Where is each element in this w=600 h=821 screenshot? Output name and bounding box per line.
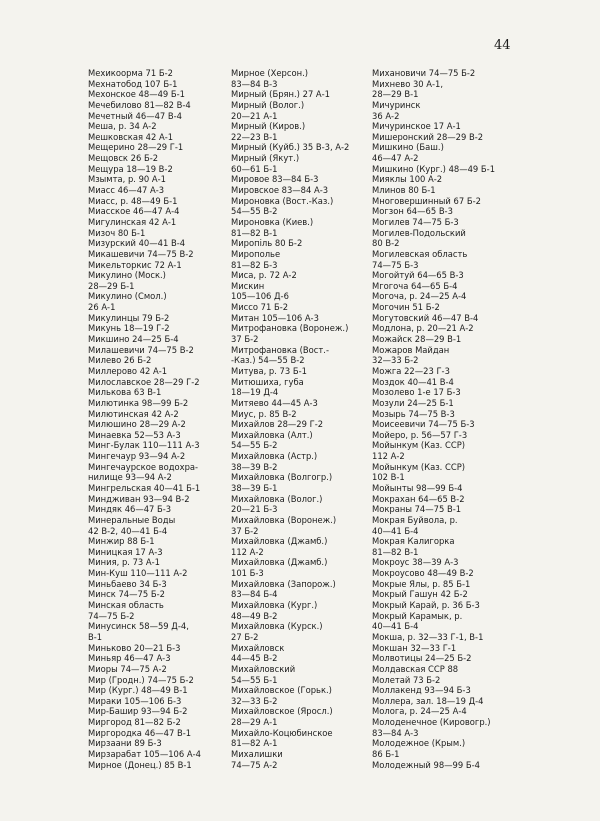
index-entry-line: Минг-Булак 110—111 А-3 [88,440,200,451]
index-entry-line: 20—21 Б-3 [231,504,278,515]
index-entry-line: Мокрый Гашун 42 Б-2 [372,589,468,600]
index-entry-line: Мечебилово 81—82 В-4 [88,99,191,110]
index-entry-line: 38—39 Б-1 [231,482,278,493]
index-entry-line: 102 В-1 [372,472,405,483]
index-entry-line: Мир (Гродн.) 74—75 Б-2 [88,674,194,685]
index-entry-line: Микулино (Моск.) [88,270,166,281]
index-entry-line: Миропіль 80 Б-2 [231,238,303,249]
index-entry-line: Михайловка (Волог.) [231,493,323,504]
index-entry-line: 54—55 Б-1 [231,674,278,685]
index-entry-line: Митяево 44—45 А-3 [231,397,318,408]
index-entry-line: Молдавская ССР 88 [372,663,459,674]
index-entry-line: Михнево 30 А-1, [372,78,444,89]
index-entry-line: 81—82 В-1 [231,227,278,238]
index-entry-line: 37 Б-2 [231,334,259,345]
index-entry-line: Минеральные Воды [88,514,176,525]
index-entry-line: Могойтуй 64—65 В-3 [372,270,464,281]
index-entry-line: 22—23 В-1 [231,131,278,142]
index-entry-line: Мировое 83—84 Б-3 [231,174,319,185]
index-entry-line: Мокша, р. 32—33 Г-1, В-1 [372,631,484,642]
index-entry-line: Мокроусово 48—49 В-2 [372,568,474,579]
index-entry-line: Микельторкис 72 А-1 [88,259,182,270]
index-entry-line: Мизурский 40—41 В-4 [88,238,186,249]
index-entry-line: Михайловское (Яросл.) [231,706,333,717]
index-entry-line: Молвотицы 24—25 Б-2 [372,653,472,664]
index-entry-line: Михайловское (Горьк.) [231,685,332,696]
index-entry-line: Мойынкум (Каз. ССР) [372,461,466,472]
index-entry-line: Мир-Башир 93—94 Б-2 [88,706,188,717]
index-entry-line: Минск 74—75 Б-2 [88,589,165,600]
index-entry-line: Можайск 28—29 В-1 [372,334,462,345]
index-entry-line: Мозолево 1-е 17 Б-3 [372,387,461,398]
index-entry-line: Мин-Куш 110—111 А-2 [88,568,188,579]
index-entry-line: Мичуринск [372,99,421,110]
index-entry-line: 44—45 В-2 [231,653,278,664]
index-entry-line: Милюшино 28—29 А-2 [88,419,186,430]
index-entry-line: Михайловка (Кург.) [231,600,318,611]
index-entry-line: Михайло-Коцюбинское [231,727,333,738]
index-entry-line: Мехонское 48—49 Б-1 [88,89,185,100]
index-entry-line: Митюшиха, губа [231,376,304,387]
index-entry-line: Мехикоорма 71 Б-2 [88,68,173,78]
index-entry-line: Михайловка (Джамб.) [231,536,328,547]
index-entry-line: Мзымта, р. 90 А-1 [88,174,166,185]
index-entry-line: Милево 26 Б-2 [88,355,152,366]
index-entry-line: 81—82 Б-3 [231,259,278,270]
index-entry-line: Минская область [88,600,164,611]
index-entry-line: 54—55 В-2 [231,206,278,217]
index-entry-line: Моллера, зал. 18—19 Д-4 [372,695,484,706]
index-entry-line: Миницкая 17 А-3 [88,546,163,557]
index-entry-line: Миасское 46—47 А-4 [88,206,180,217]
index-entry-line: 36 А-2 [372,110,400,121]
index-entry-line: Модлона, р. 20—21 А-2 [372,323,474,334]
index-entry-line: Мичуринское 17 А-1 [372,121,461,132]
index-entry-line: нилище 93—94 А-2 [88,472,172,483]
index-entry-line: Мокрахан 64—65 В-2 [372,493,465,504]
index-entry-line: Мингечаур 93—94 А-2 [88,451,186,462]
index-entry-line: Милашевичи 74—75 В-2 [88,344,194,355]
index-entry-line: 27 Б-2 [231,631,259,642]
index-entry-line: Мечетный 46—47 В-4 [88,110,182,121]
index-entry-line: Мирзаани 89 Б-3 [88,738,162,749]
index-entry-line: Митрофановка (Вост.- [231,344,329,355]
index-entry-line: Мирный (Киров.) [231,121,306,132]
index-entry-line: 28—29 А-1 [231,717,278,728]
index-entry-line: Миргород 81—82 Б-2 [88,717,181,728]
index-entry-line: 48—49 В-2 [231,610,278,621]
index-entry-line: Михайловка (Воронеж.) [231,514,337,525]
index-entry-line: 28—29 Б-1 [88,280,135,291]
index-entry-line: Мингрельская 40—41 Б-1 [88,482,201,493]
index-entry-line: Меша, р. 34 А-2 [88,121,157,132]
index-entry-line: Мокрые Ялы, р. 85 Б-1 [372,578,471,589]
index-entry-line: Мехнатобод 107 Б-1 [88,78,178,89]
index-entry-line: Млинов 80 Б-1 [372,185,436,196]
index-entry-line: Михайловка (Курск.) [231,621,323,632]
index-column-2 [231,68,349,770]
index-entry-line: Мираки 105—106 Б-3 [88,695,182,706]
index-entry-line: Мишкино (Баш.) [372,142,444,153]
index-entry-line: Молоденечное (Кировогр.) [372,717,491,728]
index-entry-line: Миса, р. 72 А-2 [231,270,297,281]
index-entry-line: Микулино (Смол.) [88,291,167,302]
index-entry-line: Мешковская 42 А-1 [88,131,174,142]
index-entry-line: Микашевичи 74—75 В-2 [88,248,194,259]
index-entry-line: Молога, р. 24—25 А-4 [372,706,467,717]
index-entry-line: Мироновка (Киев.) [231,216,314,227]
index-entry-line: 38—39 В-2 [231,461,278,472]
index-entry-line: Молодежное (Крым.) [372,738,466,749]
index-entry-line: Милютинка 98—99 Б-2 [88,397,189,408]
index-entry-line: 112 А-2 [231,546,264,557]
index-entry-line: Миндживан 93—94 В-2 [88,493,190,504]
index-entry-line: Мокрая Буйвола, р. [372,514,458,525]
index-entry-line: Можга 22—23 Г-3 [372,365,450,376]
index-entry-line: 60—61 Б-1 [231,163,278,174]
index-entry-line: 74—75 Б-3 [372,259,419,270]
index-entry-line: Мокраны 74—75 В-1 [372,504,462,515]
index-entry-line: 80 В-2 [372,238,400,249]
index-entry-line: Мокшан 32—33 Г-1 [372,642,457,653]
index-entry-line: Михайловский [231,663,296,674]
index-entry-line: Могилев-Подольский [372,227,466,238]
index-entry-line: В-1 [88,631,103,642]
page-number: 44 [494,38,511,53]
index-entry-line: Миссо 71 Б-2 [231,302,289,313]
index-entry-line: Мокрая Калигорка [372,536,455,547]
index-entry-line: Михайлов 28—29 Г-2 [231,419,324,430]
index-entry-line: Митува, р. 73 Б-1 [231,365,307,376]
index-entry-line: 86 Б-1 [372,749,400,759]
index-entry-line: Михайловка (Волгогр.) [231,472,333,483]
index-entry-line: Моисеевичи 74—75 Б-3 [372,419,475,430]
index-entry-line: Мирное (Херсон.) [231,68,309,78]
index-entry-line: Миньбаево 34 Б-3 [88,578,167,589]
index-entry-line: Мишеронский 28—29 В-2 [372,131,484,142]
index-entry-line: 83—84 А-3 [372,727,419,738]
index-entry-line: Мискин [231,280,265,291]
index-entry-line: 54—55 Б-2 [231,440,278,451]
index-entry-line: 83—84 В-3 [231,78,278,89]
index-entry-line: Миньково 20—21 Б-3 [88,642,181,653]
index-entry-line: Могоча, р. 24—25 А-4 [372,291,467,302]
index-entry-line: Миус, р. 85 В-2 [231,408,297,419]
index-entry-line: Мещерино 28—29 Г-1 [88,142,184,153]
index-entry-line: Михайловка (Запорож.) [231,578,336,589]
index-entry-line: 81—82 А-1 [231,738,278,749]
index-entry-line: Михайловск [231,642,285,653]
index-entry-line: Можаров Майдан [372,344,450,355]
index-entry-line: Милютинская 42 А-2 [88,408,179,419]
index-entry-line: Мигулинская 42 А-1 [88,216,177,227]
index-entry-line: Моллакенд 93—94 Б-3 [372,685,471,696]
index-entry-line: Мироновка (Вост.-Каз.) [231,195,334,206]
index-entry-line: Мойынты 98—99 Б-4 [372,482,463,493]
index-entry-line: 101 Б-3 [231,568,264,579]
index-entry-line: Минусинск 58—59 Д-4, [88,621,189,632]
index-entry-line: 20—21 А-1 [231,110,278,121]
index-entry-line: Минжир 88 Б-1 [88,536,155,547]
index-entry-line: Мингечаурское водохра- [88,461,199,472]
index-entry-line: -Каз.) 54—55 В-2 [231,355,305,366]
index-entry-line: Митрофановка (Воронеж.) [231,323,349,334]
index-entry-line: Мгогоча 64—65 Б-4 [372,280,458,291]
index-entry-line: 28—29 В-1 [372,89,419,100]
index-entry-line: Милославское 28—29 Г-2 [88,376,200,387]
index-entry-line: Михайловка (Астр.) [231,451,318,462]
index-entry-line: Миллерово 42 А-1 [88,365,168,376]
index-entry-line: Мизоч 80 Б-1 [88,227,146,238]
index-entry-line: Многовершинный 67 Б-2 [372,195,481,206]
index-entry-line: Мияклы 100 А-2 [372,174,443,185]
index-entry-line: Михайловка (Джамб.) [231,557,328,568]
index-entry-line: Могутовский 46—47 В-4 [372,312,479,323]
index-entry-line: Мокроус 38—39 А-3 [372,557,459,568]
index-entry-line: Милькова 63 В-1 [88,387,162,398]
index-entry-line: Могзон 64—65 В-3 [372,206,453,217]
index-entry-line: Миндяк 46—47 Б-3 [88,504,172,515]
index-entry-line: 40—41 Б-4 [372,525,419,536]
index-entry-line: Миасс 46—47 А-3 [88,185,165,196]
index-entry-line: Микшино 24—25 Б-4 [88,334,179,345]
index-entry-line: Митан 105—106 А-3 [231,312,319,323]
index-entry-line: Могочин 51 Б-2 [372,302,440,313]
index-entry-line: 18—19 Д-4 [231,387,279,398]
index-entry-line: Мирное (Донец.) 85 В-1 [88,759,192,770]
index-entry-line: Михановичи 74—75 Б-2 [372,68,476,78]
index-entry-line: 46—47 А-2 [372,153,419,164]
index-entry-line: Молетай 73 Б-2 [372,674,441,685]
index-entry-line: 40—41 Б-4 [372,621,419,632]
index-entry-line: 32—33 Б-2 [231,695,278,706]
index-entry-line: Мозырь 74—75 В-3 [372,408,455,419]
index-entry-line: Мойынкум (Каз. ССР) [372,440,466,451]
index-entry-line: Мойеро, р. 56—57 Г-3 [372,429,468,440]
index-entry-line: Мирополье [231,248,281,259]
index-entry-line: Мирный (Куйб.) 35 В-3, А-2 [231,142,350,153]
index-entry-line: 74—75 А-2 [231,759,278,770]
index-entry-line: 37 Б-2 [231,525,259,536]
index-entry-line: Миния, р. 73 А-1 [88,557,160,568]
index-entry-line: Михайловка (Алт.) [231,429,313,440]
index-entry-line: 83—84 Б-4 [231,589,278,600]
index-entry-line: Минаевка 52—53 А-3 [88,429,181,440]
index-entry-line: 112 А-2 [372,451,405,462]
index-entry-line: Мещура 18—19 В-2 [88,163,173,174]
index-entry-line: 32—33 Б-2 [372,355,419,366]
index-entry-line: 26 А-1 [88,302,116,313]
index-entry-line: Микулинцы 79 Б-2 [88,312,170,323]
index-entry-line: Михалишки [231,749,283,759]
index-entry-line: Мирный (Брян.) 27 А-1 [231,89,331,100]
index-entry-line: Мировское 83—84 А-3 [231,185,329,196]
index-entry-line: 105—106 Д-6 [231,291,289,302]
index-entry-line: Мишкино (Кург.) 48—49 Б-1 [372,163,496,174]
index-entry-line: 81—82 В-1 [372,546,419,557]
index-entry-line: Мирный (Якут.) [231,153,300,164]
index-column-3 [372,68,495,770]
index-entry-line: Мокрый Карамык, р. [372,610,463,621]
index-entry-line: 42 В-2, 40—41 Б-4 [88,525,168,536]
index-entry-line: 74—75 Б-2 [88,610,135,621]
index-entry-line: Мирзарабат 105—106 А-4 [88,749,201,759]
index-entry-line: Молодежный 98—99 Б-4 [372,759,480,770]
index-entry-line: Могилевская область [372,248,468,259]
index-entry-line: Миоры 74—75 А-2 [88,663,167,674]
index-entry-line: Мирный (Волог.) [231,99,305,110]
index-column-1 [88,68,201,770]
index-entry-line: Миасс, р. 48—49 Б-1 [88,195,178,206]
index-entry-line: Мокрый Карай, р. 36 Б-3 [372,600,480,611]
index-entry-line: Могилев 74—75 Б-3 [372,216,459,227]
index-entry-line: Миргородка 46—47 В-1 [88,727,192,738]
index-entry-line: Миньяр 46—47 А-3 [88,653,171,664]
index-entry-line: Микунь 18—19 Г-2 [88,323,170,334]
index-entry-line: Мир (Кург.) 48—49 В-1 [88,685,188,696]
index-entry-line: Мозули 24—25 Б-1 [372,397,454,408]
index-entry-line: Моздок 40—41 В-4 [372,376,454,387]
index-entry-line: Мещовск 26 Б-2 [88,153,159,164]
